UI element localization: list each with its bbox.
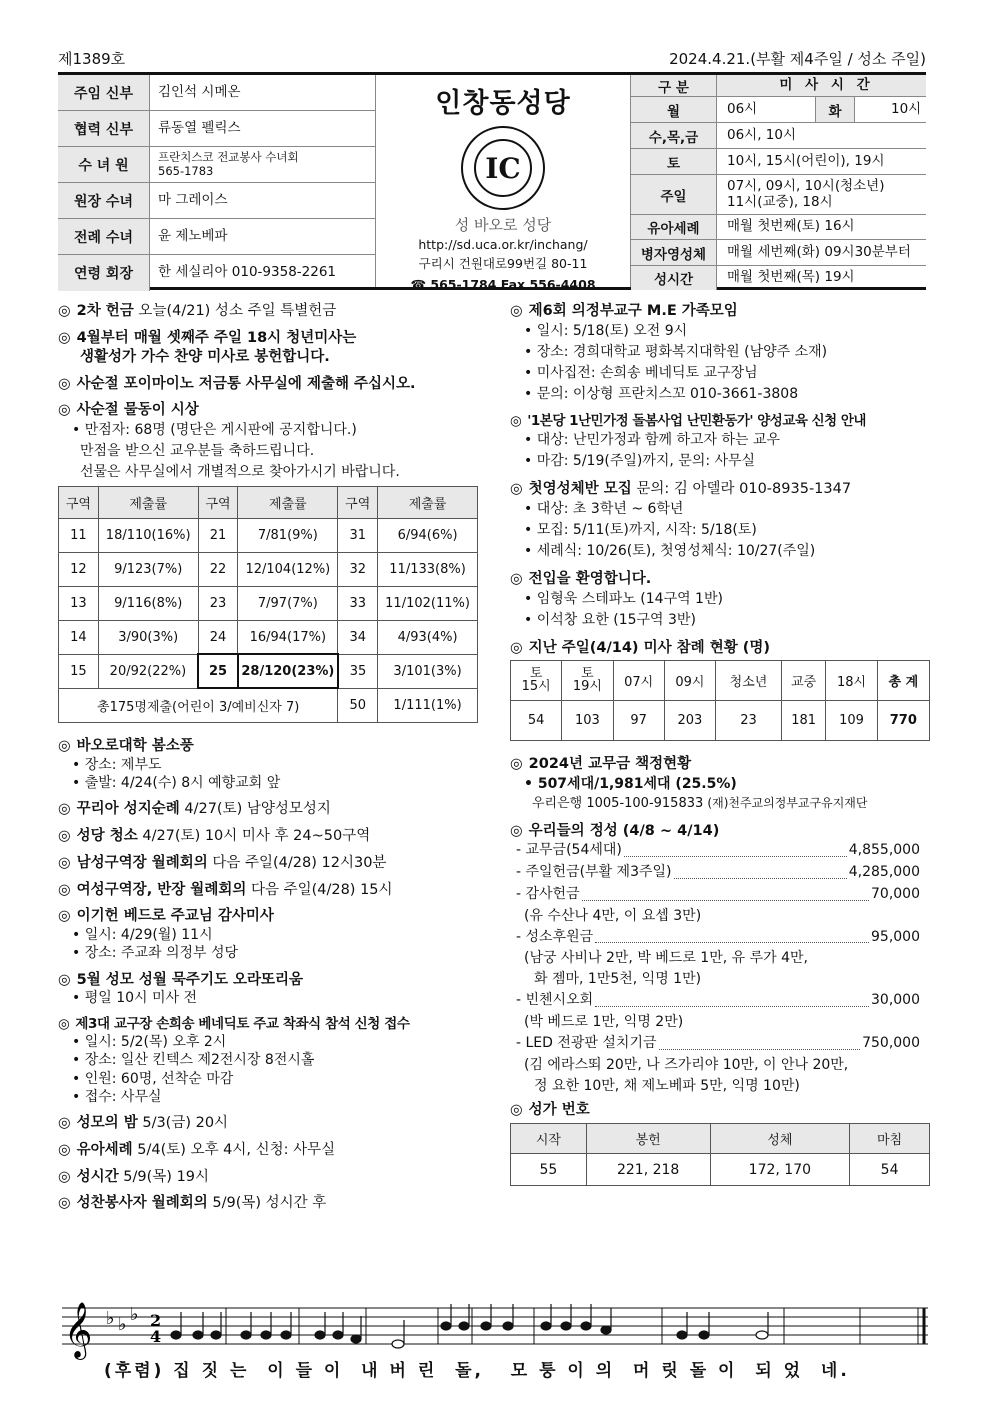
table-cell: 12/104(12%): [238, 552, 338, 586]
notice-line: • 일시: 5/18(토) 오전 9시: [510, 321, 930, 342]
donation-label: - 주일헌금(부활 제3주일): [516, 864, 672, 881]
bullet-mark-icon: ◎: [58, 737, 71, 754]
table-cell: 54: [511, 700, 562, 740]
donation-row: [510, 927, 920, 949]
notice-item: [58, 827, 478, 846]
donation-amount: 750,000: [862, 1034, 920, 1051]
table-row: [59, 586, 478, 620]
mass-label: 병자영성체: [631, 240, 717, 265]
donation-note: 화 젬마, 1만5천, 익명 1만): [534, 971, 702, 988]
mass-value: 06시, 10시: [727, 126, 797, 143]
table-cell: 9/116(8%): [98, 586, 198, 620]
staff-label: 전례 수녀: [58, 219, 150, 254]
mass-row: [631, 175, 926, 215]
table-cell: 24: [198, 620, 238, 654]
notice-title: 성찬봉사자 월례회의: [76, 1195, 208, 1212]
table-cell: 18/110(16%): [98, 518, 198, 552]
notice-item: [58, 302, 478, 321]
table-cell: 1/111(1%): [378, 688, 478, 722]
table-cell: 14: [59, 620, 99, 654]
bullet-mark-icon: ◎: [510, 640, 523, 657]
table-header: 제출률: [238, 486, 338, 518]
notice-text: 오늘(4/21) 성소 주일 특별헌금: [133, 303, 337, 319]
mass-value: 매월 첫번째(목) 19시: [727, 269, 855, 286]
table-header: 구역: [59, 486, 99, 518]
staff-label: 원장 수녀: [58, 183, 150, 218]
notice-title: 첫영성체반 모집: [528, 481, 632, 498]
bullet-mark-icon: ◎: [58, 1195, 71, 1212]
notice-line: • 만점자: 68명 (명단은 게시판에 공지합니다.): [58, 420, 478, 441]
bullet-mark-icon: ◎: [58, 402, 71, 419]
table-cell: 34: [338, 620, 378, 654]
notice-title: 지난 주일(4/14) 미사 참례 현황 (명): [528, 640, 771, 657]
notice-item: [510, 302, 930, 405]
notice-line: • 출발: 4/24(수) 8시 예향교회 앞: [58, 774, 478, 792]
notice-line: • 세례식: 10/26(토), 첫영성체식: 10/27(주일): [510, 541, 930, 562]
notice-title: 2024년 교무금 책정현황: [528, 755, 692, 772]
notice-item: [58, 971, 478, 1008]
table-cell: 32: [338, 552, 378, 586]
bullet-mark-icon: ◎: [58, 1141, 71, 1158]
table-cell: 50: [338, 688, 378, 722]
notice-title: 제6회 의정부교구 M.E 가족모임: [528, 303, 738, 319]
mass-value: 매월 첫번째(토) 16시: [727, 218, 855, 235]
staff-value: 한 세실리아 010-9358-2261: [158, 264, 337, 281]
notice-line: 선물은 사무실에서 개별적으로 찾아가시기 바랍니다.: [80, 463, 400, 480]
notice-item: [58, 375, 478, 394]
mass-value: 06시: [727, 100, 758, 117]
notice-title: 성모의 밤: [76, 1114, 138, 1131]
notice-item: [510, 755, 930, 814]
mass-value: 10시: [891, 100, 922, 117]
notice-text: 문의: 김 아델라 010-8935-1347: [631, 481, 852, 498]
table-cell: 35: [338, 654, 378, 688]
bullet-mark-icon: ◎: [510, 1101, 523, 1118]
notice-item: [510, 413, 930, 473]
donation-row: [510, 990, 920, 1012]
staff-table: [58, 75, 376, 287]
staff-value: 프란치스코 전교봉사 수녀회 565-1783: [158, 150, 299, 178]
staff-row: [58, 111, 375, 147]
table-cell: 6/94(6%): [378, 518, 478, 552]
hymn-table: [510, 1123, 930, 1186]
staff-value: 윤 제노베파: [158, 227, 228, 244]
table-header: 총 계: [877, 660, 929, 700]
header-box: [58, 72, 926, 290]
notice-line: • 507세대/1,981세대 (25.5%): [510, 774, 930, 795]
staff-value: 마 그레이스: [158, 191, 228, 208]
bullet-mark-icon: ◎: [58, 908, 71, 925]
notice-item: [58, 800, 478, 819]
treble-clef-icon: 𝄞: [64, 1302, 93, 1358]
bullet-mark-icon: ◎: [58, 375, 71, 392]
notice-line: • 장소: 제부도: [58, 756, 478, 774]
table-cell: 181: [781, 700, 825, 740]
notice-line: • 모집: 5/11(토)까지, 시작: 5/18(토): [510, 520, 930, 541]
mass-value: 07시, 09시, 10시(청소년) 11시(교중), 18시: [727, 177, 885, 210]
notice-text: 4/27(토) 10시 미사 후 24~50구역: [137, 827, 371, 844]
table-cell: 11/102(11%): [378, 586, 478, 620]
staff-label: 주임 신부: [58, 75, 150, 110]
church-url[interactable]: http://sd.uca.or.kr/inchang/: [418, 237, 588, 252]
table-header: 구역: [198, 486, 238, 518]
staff-row: [58, 255, 375, 291]
notice-title: 유아세례: [76, 1141, 133, 1158]
donation-amount: 70,000: [871, 885, 920, 902]
notice-title: 여성구역장, 반장 월례회의: [76, 881, 247, 898]
bullet-mark-icon: ◎: [510, 755, 523, 772]
notice-line: (재)천주교의정부교구유지재단: [707, 795, 868, 810]
mass-row: [631, 215, 926, 240]
table-cell: 13: [59, 586, 99, 620]
table-cell: 33: [338, 586, 378, 620]
table-cell: 203: [664, 700, 715, 740]
bullet-mark-icon: ◎: [510, 412, 522, 429]
attendance-table: [510, 660, 930, 741]
table-cell: 11: [59, 518, 99, 552]
table-cell: 4/93(4%): [378, 620, 478, 654]
notice-line: • 일시: 5/2(목) 오후 2시: [58, 1033, 478, 1051]
notice-item: [58, 1114, 478, 1133]
donation-amount: 4,285,000: [848, 864, 920, 881]
donation-row: [510, 840, 920, 862]
notice-item: [510, 822, 930, 1097]
mass-label: 화: [815, 97, 855, 122]
table-header: 09시: [664, 660, 715, 700]
mass-times-table: [630, 75, 926, 287]
notice-title: 우리들의 정성 (4/8 ~ 4/14): [528, 822, 720, 839]
donation-row: [510, 1033, 920, 1055]
table-header: 제출률: [98, 486, 198, 518]
donation-note: (남궁 사비나 2만, 박 베드로 1만, 유 루가 4만,: [524, 950, 808, 967]
table-header: 07시: [613, 660, 664, 700]
mass-label: 주일: [631, 175, 717, 214]
bullet-mark-icon: ◎: [58, 1168, 71, 1185]
table-cell: 54: [850, 1154, 930, 1186]
mass-header-label: 구 분: [631, 75, 717, 96]
table-cell: 15: [59, 654, 99, 688]
mass-label: 월: [631, 97, 717, 122]
notice-item: [58, 1016, 478, 1106]
table-cell: 12: [59, 552, 99, 586]
church-logo-icon: [461, 126, 545, 210]
table-cell: 3/90(3%): [98, 620, 198, 654]
staff-row: [58, 183, 375, 219]
table-cell: 11/133(8%): [378, 552, 478, 586]
church-address: 구리시 건원대로99번길 80-11: [418, 255, 588, 271]
donation-note: (유 수산나 4만, 이 요셉 3만): [524, 907, 702, 924]
notice-item: [58, 1141, 478, 1160]
table-header: 마침: [850, 1124, 930, 1154]
table-cell: 9/123(7%): [98, 552, 198, 586]
flat-icon: ♭: [118, 1314, 127, 1335]
table-cell: 172, 170: [710, 1154, 850, 1186]
table-row: [511, 1154, 930, 1186]
table-row: [59, 518, 478, 552]
notice-line: • 장소: 주교좌 의정부 성당: [58, 944, 478, 962]
notice-title: 사순절 포이마이노 저금통 사무실에 제출해 주십시오.: [76, 375, 416, 392]
church-info: [376, 75, 630, 292]
table-header: 18시: [826, 660, 877, 700]
notice-line: • 문의: 이상형 프란치스꼬 010-3661-3808: [510, 384, 930, 405]
mass-value: 10시, 15시(어린이), 19시: [727, 152, 885, 169]
notice-line: • 인원: 60명, 선착순 마감: [58, 1070, 478, 1088]
donation-amount: 30,000: [871, 992, 920, 1009]
table-cell: 55: [511, 1154, 587, 1186]
staff-value: 김인석 시메온: [158, 83, 241, 100]
table-row: [59, 688, 478, 722]
table-row: [59, 620, 478, 654]
table-cell: 221, 218: [586, 1154, 710, 1186]
top-line: [58, 48, 926, 69]
bullet-mark-icon: ◎: [58, 827, 71, 844]
notice-item: [510, 480, 930, 562]
staff-row: [58, 219, 375, 255]
table-cell: 23: [198, 586, 238, 620]
notice-line: • 평일 10시 미사 전: [58, 989, 478, 1007]
right-column: [510, 302, 930, 1186]
donation-note: (박 베드로 1만, 익명 2만): [524, 1013, 684, 1030]
notice-item: [510, 1101, 930, 1120]
staff-label: 연령 회장: [58, 255, 150, 291]
mass-row: [631, 240, 926, 266]
table-header: 시작: [511, 1124, 587, 1154]
notice-line: • 접수: 사무실: [58, 1088, 478, 1106]
notice-line: • 일시: 4/29(월) 11시: [58, 926, 478, 944]
notice-line: 만점을 받으신 교우분들 축하드립니다.: [80, 443, 315, 460]
table-cell: 22: [198, 552, 238, 586]
notice-title: 성시간: [76, 1168, 119, 1185]
donation-label: - 감사헌금: [516, 885, 580, 902]
notice-text: 4/27(토) 남양성모성지: [179, 801, 331, 818]
mass-value: 매월 세번째(화) 09시30분부터: [727, 243, 911, 260]
mass-row: [631, 149, 926, 175]
mass-label: 유아세례: [631, 215, 717, 239]
bullet-mark-icon: ◎: [58, 881, 71, 898]
notice-text: 5/9(목) 19시: [118, 1168, 210, 1185]
table-cell: 103: [562, 700, 613, 740]
donation-label: - 교무금(54세대): [516, 842, 622, 859]
notice-item: [510, 639, 930, 658]
table-cell: 31: [338, 518, 378, 552]
notice-line: 우리은행 1005-100-915833: [532, 795, 704, 811]
table-cell: 20/92(22%): [98, 654, 198, 688]
table-total: 총175명제출(어린이 3/예비신자 7): [59, 688, 338, 722]
notice-line: • 이석창 요한 (15구역 3반): [510, 610, 930, 631]
table-row: [59, 552, 478, 586]
staff-label: 수 녀 원: [58, 147, 150, 182]
hymn-lyrics: (후렴) 집 짓 는 이 들 이 내 버 린 돌, 모 퉁 이 의 머 릿 돌 이 되 었 네.: [104, 1361, 850, 1381]
table-cell: 16/94(17%): [238, 620, 338, 654]
table-header: 제출률: [378, 486, 478, 518]
table-cell: 109: [826, 700, 877, 740]
issue-number: 제1389호: [58, 50, 126, 68]
mass-label: 수,목,금: [631, 123, 717, 148]
mass-label: 성시간: [631, 266, 717, 290]
church-phone: ☎ 565-1784 Fax 556-4408: [410, 276, 596, 292]
mass-header-value: 미 사 시 간: [779, 76, 874, 93]
table-cell: 770: [877, 700, 929, 740]
bullet-mark-icon: ◎: [58, 854, 71, 871]
staff-value: 류동열 펠릭스: [158, 119, 241, 136]
notice-title: 사순절 물동이 시상: [76, 402, 199, 419]
submission-table: [58, 486, 478, 723]
bullet-mark-icon: ◎: [58, 1015, 70, 1032]
notice-title: 전입을 환영합니다.: [528, 571, 652, 588]
bullet-mark-icon: ◎: [510, 481, 523, 498]
logo-monogram: IC: [474, 139, 532, 197]
staff-row: [58, 75, 375, 111]
donation-amount: 95,000: [871, 928, 920, 945]
flat-icon: ♭: [106, 1308, 115, 1329]
table-header: 구역: [338, 486, 378, 518]
notice-item: [58, 329, 478, 367]
notice-title: '1본당 1난민가정 돌봄사업 난민환동가' 양성교육 신청 안내: [527, 412, 866, 429]
table-cell: 28/120(23%): [238, 654, 338, 688]
table-header: 성체: [710, 1124, 850, 1154]
donation-label: - 빈첸시오회: [516, 992, 594, 1009]
mass-row: [631, 266, 926, 290]
bullet-mark-icon: ◎: [510, 571, 523, 588]
staff-label: 협력 신부: [58, 111, 150, 146]
left-column: [58, 302, 478, 1221]
notice-title: 제3대 교구장 손희송 베네딕토 주교 착좌식 참석 신청 접수: [75, 1015, 410, 1032]
mass-row: [631, 123, 926, 149]
mass-header: [631, 75, 926, 97]
bullet-mark-icon: ◎: [510, 822, 523, 839]
notice-item: [58, 1168, 478, 1187]
notice-line: • 대상: 난민가정과 함께 하고자 하는 교우: [510, 430, 930, 451]
notice-title: 남성구역장 월례회의: [76, 854, 208, 871]
bullet-mark-icon: ◎: [58, 801, 71, 818]
notice-item: [58, 854, 478, 873]
donation-label: - LED 전광판 설치기금: [516, 1034, 657, 1051]
table-cell: 7/81(9%): [238, 518, 338, 552]
donation-row: [510, 884, 920, 906]
notice-text: 5/9(목) 성시간 후: [207, 1195, 327, 1212]
flat-icon: ♭: [130, 1304, 139, 1325]
table-cell: 23: [716, 700, 782, 740]
notice-line: • 임형욱 스테파노 (14구역 1반): [510, 589, 930, 610]
bullet-mark-icon: ◎: [510, 303, 523, 319]
bullet-mark-icon: ◎: [58, 1114, 71, 1131]
table-row: [59, 654, 478, 688]
donation-note: 정 요한 10만, 채 제노베파 5만, 익명 10만): [534, 1077, 800, 1094]
staff-row: [58, 147, 375, 183]
donation-note: (김 에라스뙤 20만, 나 즈가리야 10만, 이 안나 20만,: [524, 1056, 849, 1073]
notice-item: [58, 881, 478, 900]
notice-title: 이기헌 베드로 주교님 감사미사: [76, 908, 274, 925]
donation-label: - 성소후원금: [516, 928, 594, 945]
parish-name: 성 바오로 성당: [454, 216, 552, 234]
donation-row: [510, 862, 920, 884]
notice-title: 생활성가 가수 찬양 미사로 봉헌합니다.: [80, 348, 330, 365]
notice-title: 5월 성모 성월 묵주기도 오라또리움: [76, 971, 304, 988]
notice-text: 5/3(금) 20시: [137, 1114, 229, 1131]
notice-item: [58, 907, 478, 962]
table-header: 청소년: [716, 660, 782, 700]
notice-line: • 장소: 일산 킨텍스 제2전시장 8전시홀: [58, 1051, 478, 1069]
table-cell: 3/101(3%): [378, 654, 478, 688]
notice-text: 다음 주일(4/28) 15시: [246, 881, 393, 898]
notice-line: • 마감: 5/19(주일)까지, 문의: 사무실: [510, 451, 930, 472]
notice-item: [510, 570, 930, 631]
notice-line: • 미사집전: 손희송 베네딕토 교구장님: [510, 363, 930, 384]
donation-amount: 4,855,000: [848, 842, 920, 859]
table-header: 교중: [781, 660, 825, 700]
notice-title: 4월부터 매월 셋째주 주일 18시 청년미사는: [76, 329, 357, 346]
notice-title: 2차 헌금: [76, 303, 134, 319]
table-cell: 25: [198, 654, 238, 688]
notice-title: 성당 청소: [76, 827, 138, 844]
table-row: [511, 700, 930, 740]
notice-item: [58, 737, 478, 792]
time-sig-bottom: 4: [150, 1327, 162, 1346]
bulletin-date: 2024.4.21.(부활 제4주일 / 성소 주일): [669, 50, 926, 68]
notice-title: 바오로대학 봄소풍: [76, 737, 194, 754]
church-name: 인창동성당: [435, 88, 571, 119]
bullet-mark-icon: ◎: [58, 971, 71, 988]
notice-text: 5/4(토) 오후 4시, 신청: 사무실: [132, 1141, 336, 1158]
notice-text: 다음 주일(4/28) 12시30분: [207, 854, 387, 871]
mass-row: [631, 97, 926, 123]
table-header: 봉헌: [586, 1124, 710, 1154]
notice-line: • 장소: 경희대학교 평화복지대학원 (남양주 소재): [510, 342, 930, 363]
time-sig-top: 2: [150, 1311, 162, 1330]
bullet-mark-icon: ◎: [58, 303, 71, 319]
mass-label: 토: [631, 149, 717, 174]
notice-title: 성가 번호: [528, 1101, 590, 1118]
table-cell: 21: [198, 518, 238, 552]
table-cell: 7/97(7%): [238, 586, 338, 620]
table-header: 토 19시: [562, 660, 613, 700]
table-header: 토 15시: [511, 660, 562, 700]
bullet-mark-icon: ◎: [58, 329, 71, 346]
notice-title: 꾸리아 성지순례: [76, 801, 180, 818]
table-cell: 97: [613, 700, 664, 740]
notice-item: [58, 1194, 478, 1213]
notice-item: [58, 401, 478, 481]
notice-line: • 대상: 초 3학년 ~ 6학년: [510, 499, 930, 520]
